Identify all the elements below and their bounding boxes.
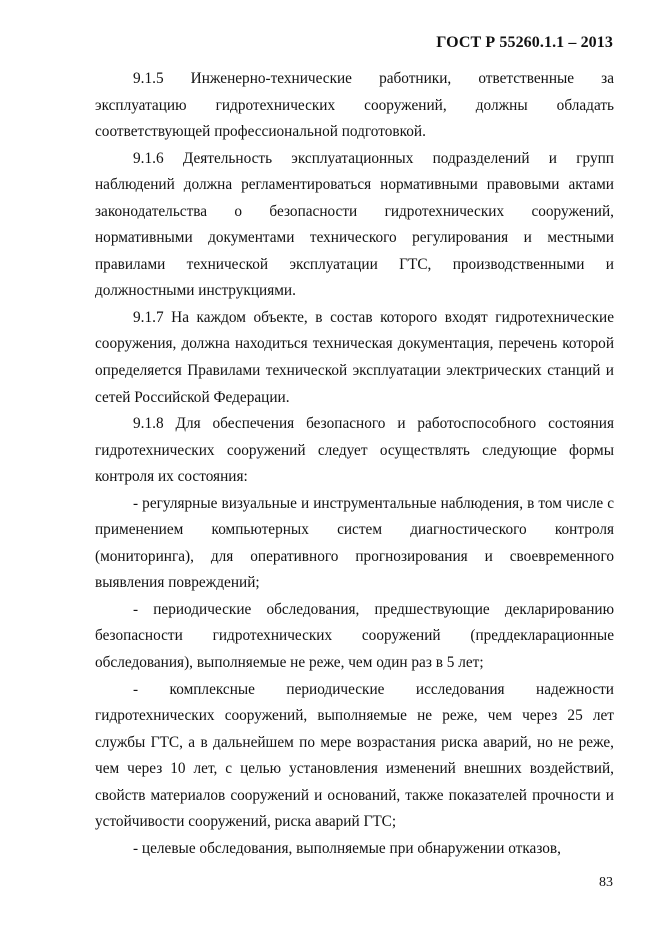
- page-number: 83: [599, 875, 613, 890]
- list-item-comprehensive-studies: - комплексные периодические исследования надежности гидротехнических сооружений, выполняемые не реже, чем через 25 лет службы ГТС, а в дальнейшем по мере возрастания риска аварий, но не реже, чем через 10 лет, с целью установления изменений внешних воздействий, свойств материалов сооружений и оснований, также показателей прочности и устойчивости сооружений, риска аварий ГТС;: [95, 680, 614, 831]
- paragraph-9-1-6: 9.1.6 Деятельность эксплуатационных подразделений и групп наблюдений должна регламентироваться нормативными правовыми актами законодательства о безопасности гидротехнических сооружений, нормативными документами технического регулирования и местными правилами технической эксплуатации ГТС, производственными и должностными инструкциями.: [95, 149, 614, 300]
- list-item-regular-observations: - регулярные визуальные и инструментальные наблюдения, в том числе с применением компьютерных систем диагностического контроля (мониторинга), для оперативного прогнозирования и своевременного выявления повреждений;: [95, 494, 614, 592]
- list-item-targeted-inspections: - целевые обследования, выполняемые при обнаружении отказов,: [133, 839, 561, 857]
- paragraph-9-1-5: 9.1.5 Инженерно-технические работники, ответственные за эксплуатацию гидротехнических сооружений, должны обладать соответствующей профессиональной подготовкой.: [95, 70, 614, 141]
- paragraph-9-1-7: 9.1.7 На каждом объекте, в состав которого входят гидротехнические сооружения, должна находиться техническая документация, перечень которой определяется Правилами технической эксплуатации электрических станций и сетей Российской Федерации.: [95, 308, 614, 406]
- paragraph-9-1-8: 9.1.8 Для обеспечения безопасного и работоспособного состояния гидротехнических сооружений следует осуществлять следующие формы контроля их состояния:: [95, 415, 614, 486]
- document-body: [95, 66, 614, 862]
- document-header: ГОСТ Р 55260.1.1 – 2013: [436, 34, 613, 51]
- list-item-periodic-inspections: - периодические обследования, предшествующие декларированию безопасности гидротехнических сооружений (преддекларационные обследования), выполняемые не реже, чем один раз в 5 лет;: [95, 600, 614, 672]
